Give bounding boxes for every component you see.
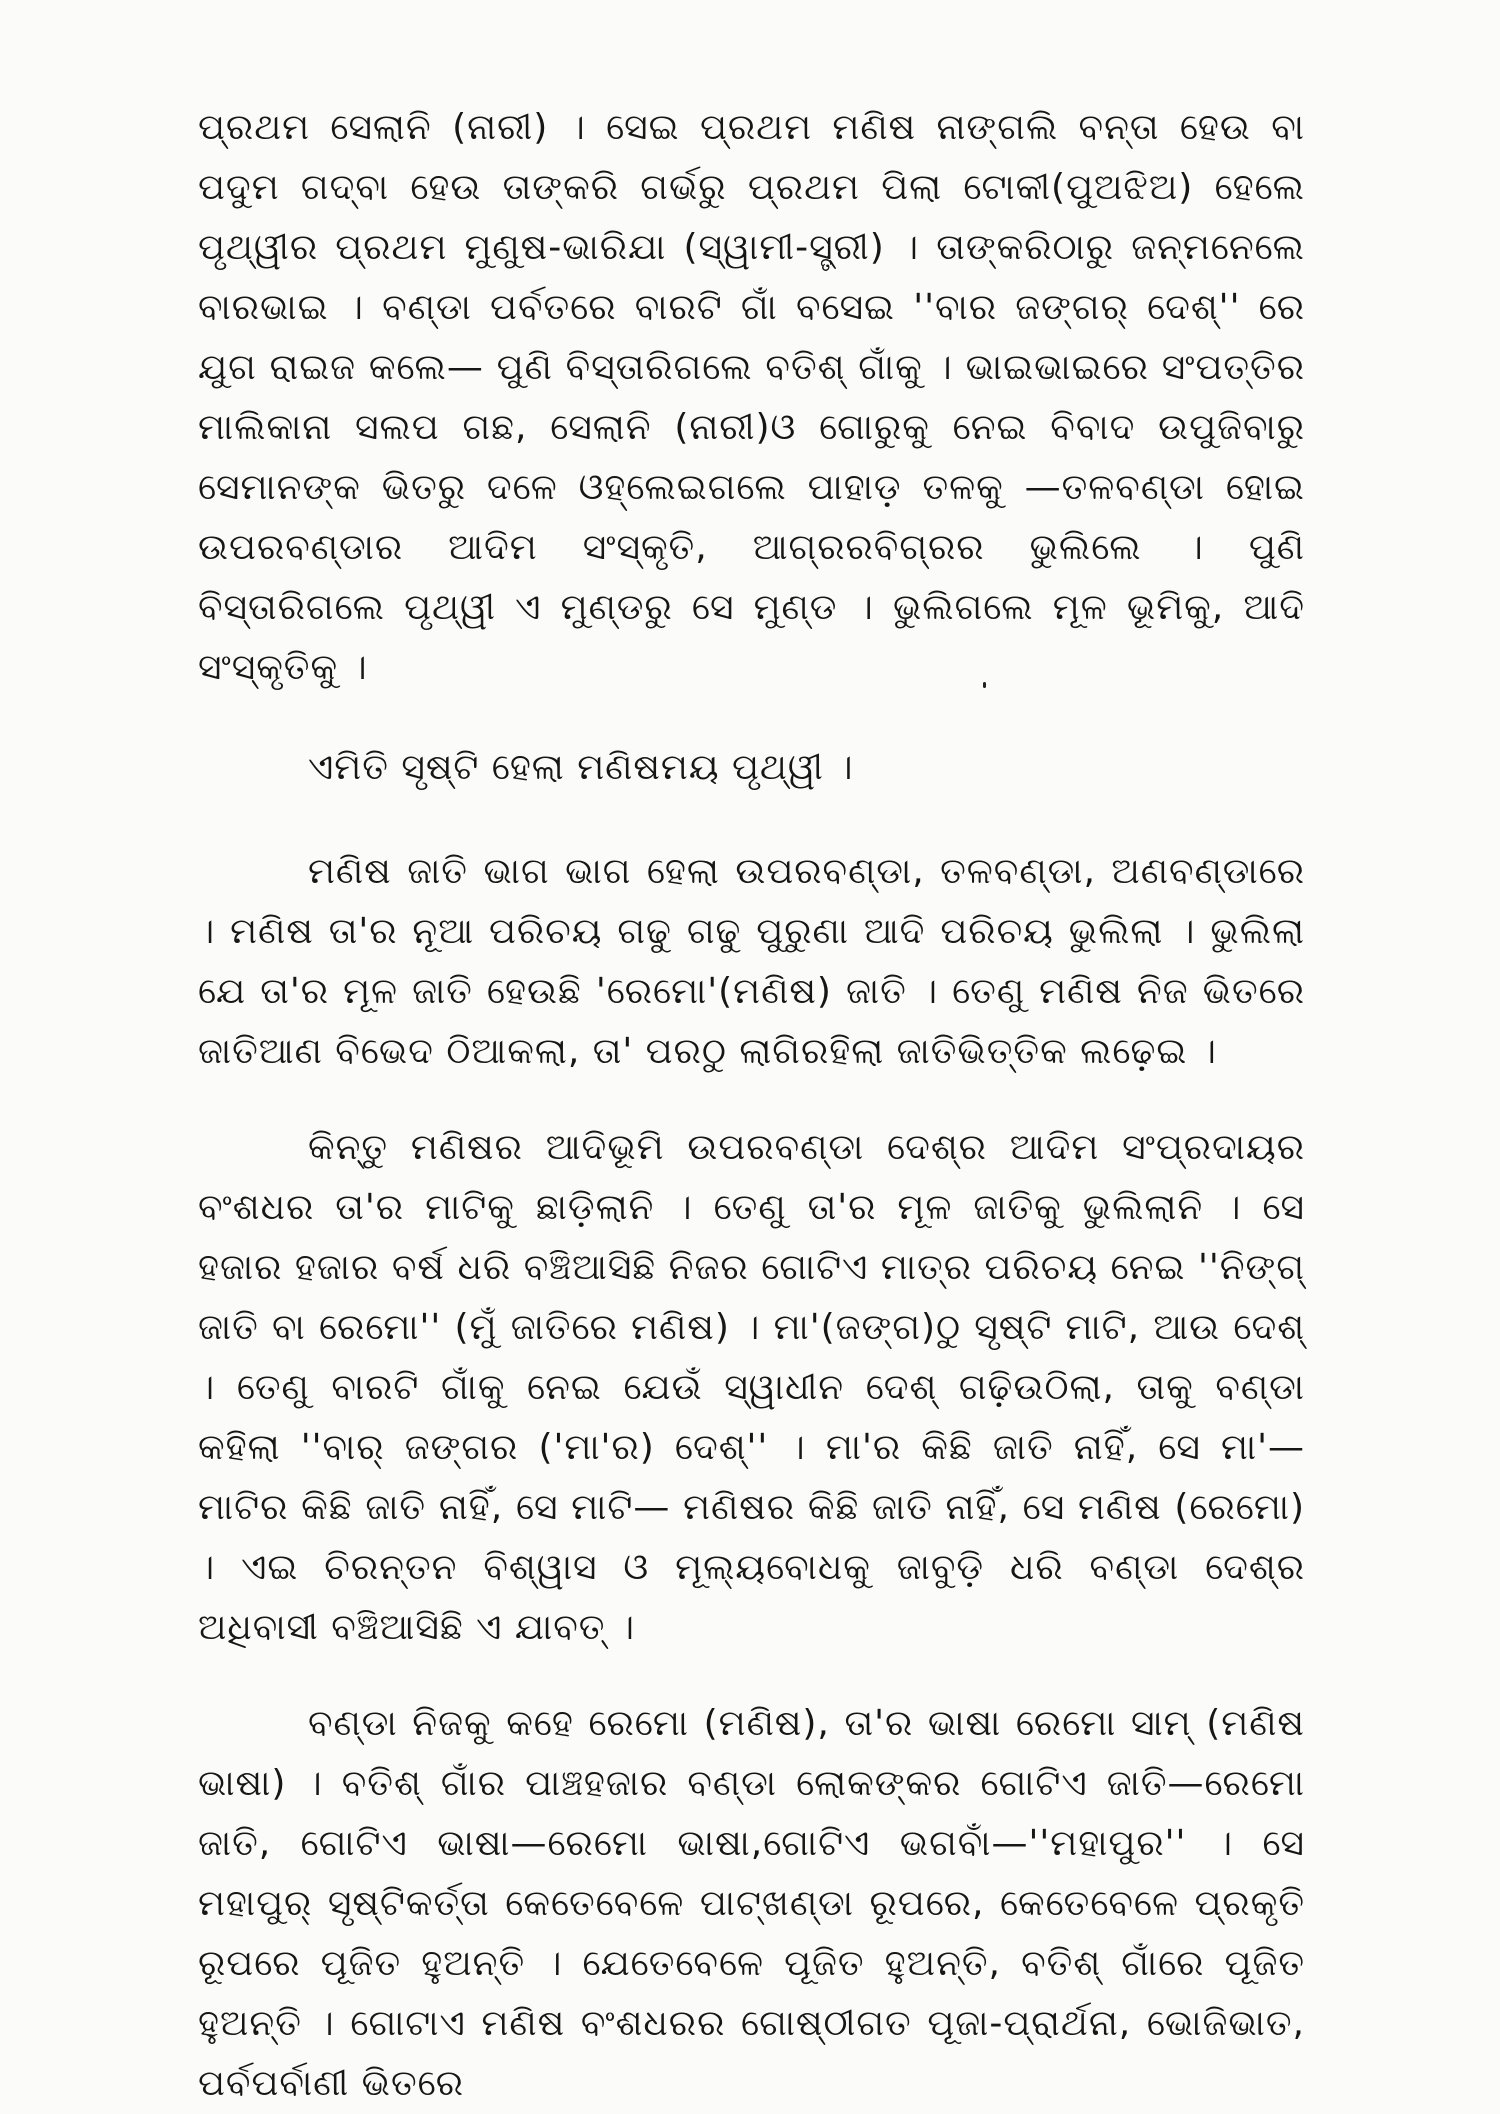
- paragraph-1: ପ୍ରଥମ ସେଲାନି (ନାରୀ) । ସେଇ ପ୍ରଥମ ମଣିଷ ନାଙ୍ଗଲି ବନ୍ତା ହେଉ ବା ପଦୁମ ଗଦ୍‌ବା ହେଉ ତାଙ୍କରି ଗର୍ଭରୁ ପ୍ରଥମ ପିଲା ଟୋକୀ(ପୁଅଝିଅ) ହେଲେ ପୃଥ୍ୱୀର ପ୍ରଥମ ମୁଣୁଷ-ଭାରିଯା (ସ୍ୱାମୀ-ସ୍ତ୍ରୀ) । ତାଙ୍କରିଠାରୁ ଜନ୍ମନେଲେ ବାରଭାଇ । ବଣ୍ଡା ପର୍ବତରେ ବାରଟି ଗାଁ ବସେଇ ''ବାର ଜଙ୍ଗର୍ ଦେଶ୍'' ରେ ଯୁଗ ରାଇଜ କଲେ— ପୁଣି ବିସ୍ତାରିଗଲେ ବତିଶ୍ ଗାଁକୁ । ଭାଇଭାଇରେ ସଂପତ୍ତିର ମାଲିକାନା ସଲପ ଗଛ, ସେଲାନି (ନାରୀ)ଓ ଗୋରୁକୁ ନେଇ ବିବାଦ ଉପୁଜିବାରୁ ସେମାନଙ୍କ ଭିତରୁ ଦଳେ ଓହ୍ଲେଇଗଲେ ପାହାଡ଼ ତଳକୁ —ତଳବଣ୍ଡା ହୋଇ ଉପରବଣ୍ଡାର ଆଦିମ ସଂସ୍କୃତି, ଆଗ୍ରରବିଗ୍ରର ଭୁଲିଲେ । ପୁଣି ବିସ୍ତାରିଗଲେ ପୃଥ୍ୱୀ ଏ ମୁଣ୍ଡରୁ ସେ ମୁଣ୍ଡ । ଭୁଲିଗଲେ ମୂଳ ଭୂମିକୁ, ଆଦି ସଂସ୍କୃତିକୁ ।: [198, 107, 1305, 688]
- paragraph-5: ବଣ୍ଡା ନିଜକୁ କହେ ରେମୋ (ମଣିଷ), ତା'ର ଭାଷା ରେମୋ ସାମ୍ (ମଣିଷ ଭାଷା) । ବତିଶ୍ ଗାଁର ପାଞ୍ଚହଜାର ବଣ୍ଡା ଲୋକଙ୍କର ଗୋଟିଏ ଜାତି—ରେମୋ ଜାତି, ଗୋଟିଏ ଭାଷା—ରେମୋ ଭାଷା,ଗୋଟିଏ ଭଗବାଁ—''ମହାପୁର'' । ସେ ମହାପୁର୍ ସୃଷ୍ଟିକର୍ତ୍ତା କେତେବେଳେ ପାଟ୍‌ଖଣ୍ଡା ରୂପରେ, କେତେବେଳେ ପ୍ରକୃତି ରୂପରେ ପୂଜିତ ହୁଅନ୍ତି । ଯେତେବେଳେ ପୂଜିତ ହୁଅନ୍ତି, ବତିଶ୍ ଗାଁରେ ପୂଜିତ ହୁଅନ୍ତି । ଗୋଟାଏ ମଣିଷ ବଂଶଧରର ଗୋଷ୍ଠୀଗତ ପୂଜା-ପ୍ରାର୍ଥନା, ଭୋଜିଭାତ, ପର୍ବପର୍ବାଣୀ ଭିତରେ: [198, 1703, 1305, 2104]
- paragraph-3: ମଣିଷ ଜାତି ଭାଗ ଭାଗ ହେଲା ଉପରବଣ୍ଡା, ତଳବଣ୍ଡା, ଅଣବଣ୍ଡାରେ । ମଣିଷ ତା'ର ନୂଆ ପରିଚୟ ଗଢୁ ଗଢୁ ପୁରୁଣା ଆଦି ପରିଚୟ ଭୁଲିଲା । ଭୁଲିଲା ଯେ ତା'ର ମୂଳ ଜାତି ହେଉଛି 'ରେମୋ'(ମଣିଷ) ଜାତି । ତେଣୁ ମଣିଷ ନିଜ ଭିତରେ ଜାତିଆଣ ବିଭେଦ ଠିଆକଲା, ତା' ପରଠୁ ଲାଗିରହିଲା ଜାତିଭିତ୍ତିକ ଲଢ଼େଇ ।: [198, 851, 1305, 1072]
- paragraph-2: ଏମିତି ସୃଷ୍ଟି ହେଲା ମଣିଷମୟ ପୃଥ୍ୱୀ ।: [308, 747, 854, 788]
- paragraph-4: କିନ୍ତୁ ମଣିଷର ଆଦିଭୂମି ଉପରବଣ୍ଡା ଦେଶ୍‌ର ଆଦିମ ସଂପ୍ରଦାୟର ବଂଶଧର ତା'ର ମାଟିକୁ ଛାଡ଼ିଲାନି । ତେଣୁ ତା'ର ମୂଳ ଜାତିକୁ ଭୁଲିଲାନି । ସେ ହଜାର ହଜାର ବର୍ଷ ଧରି ବଞ୍ଚିଆସିଛି ନିଜର ଗୋଟିଏ ମାତ୍ର ପରିଚୟ ନେଇ ''ନିଙ୍ଗ୍ ଜାତି ବା ରେମୋ'' (ମୁଁ ଜାତିରେ ମଣିଷ) । ମା'(ଜଙ୍ଗ)ଠୁ ସୃଷ୍ଟି ମାଟି, ଆଉ ଦେଶ୍ । ତେଣୁ ବାରଟି ଗାଁକୁ ନେଇ ଯେଉଁ ସ୍ୱାଧୀନ ଦେଶ୍ ଗଢ଼ିଉଠିଲା, ତାକୁ ବଣ୍ଡା କହିଲା ''ବାର୍ ଜଙ୍ଗର ('ମା'ର) ଦେଶ୍'' । ମା'ର କିଛି ଜାତି ନାହିଁ, ସେ ମା'— ମାଟିର କିଛି ଜାତି ନାହିଁ, ସେ ମାଟି— ମଣିଷର କିଛି ଜାତି ନାହିଁ, ସେ ମଣିଷ (ରେମୋ) । ଏଇ ଚିରନ୍ତନ ବିଶ୍ୱାସ ଓ ମୂଲ୍ୟବୋଧକୁ ଜାବୁଡ଼ି ଧରି ବଣ୍ଡା ଦେଶ୍‌ର ଅଧିବାସୀ ବଞ୍ଚିଆସିଛି ଏ ଯାବତ୍ ।: [198, 1127, 1305, 1648]
- ink-speck: [983, 682, 986, 688]
